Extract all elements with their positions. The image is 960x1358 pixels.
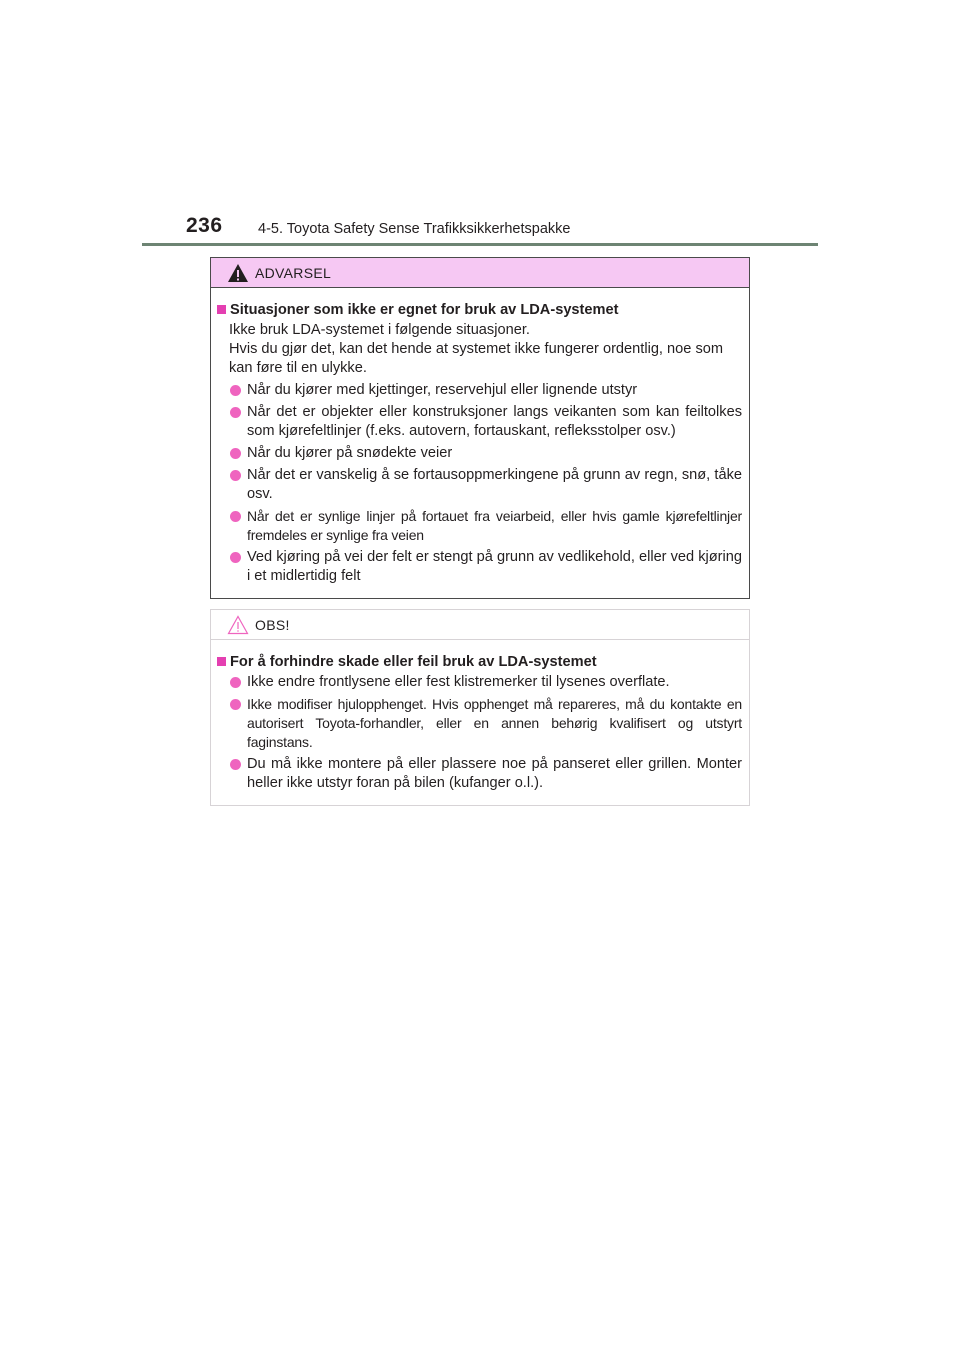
warning-list-item [217,507,742,545]
round-bullet-icon [230,448,241,459]
caution-subheading [217,653,742,672]
warning-item-text: Når du kjører med kjettinger, reservehjul eller lignende utstyr [247,382,638,398]
warning-box-header [211,258,749,288]
warning-intro-line-2: Hvis du gjør det, kan det hende at systemet ikke fungerer ordentlig, noe som kan føre til en ulykke. [229,341,724,376]
warning-triangle-icon [227,263,249,283]
warning-list-item [217,403,742,441]
warning-item-text: Når du kjører på snødekte veier [247,445,453,461]
round-bullet-icon [230,759,241,770]
warning-list-item [217,444,742,463]
caution-label: OBS! [255,617,290,633]
square-bullet-icon [217,657,226,666]
caution-triangle-icon [227,615,249,635]
warning-box [210,257,750,599]
section-title: 4-5. Toyota Safety Sense Trafikksikkerhetspakke [258,221,571,237]
warning-list-item [217,548,742,586]
caution-list-item [217,755,742,793]
warning-subheading-text: Situasjoner som ikke er egnet for bruk av LDA-systemet [230,302,619,318]
round-bullet-icon [230,385,241,396]
caution-item-text: Ikke modifiser hjulopphenget. Hvis opphenget må repareres, må du kontakte en autorisert Toyota-forhandler, eller en annen behørig kvalifisert og utstyrt faginstans. [247,696,742,750]
warning-item-text: Når det er objekter eller konstruksjoner langs veikanten som kan feiltolkes som kjørefeltlinjer (f.eks. autovern, fortauskant, refleksstolper osv.) [247,404,742,439]
page-number: 236 [186,214,223,237]
warning-subheading [217,301,742,320]
warning-item-text: Når det er synlige linjer på fortauet fra veiarbeid, eller hvis gamle kjørefeltlinjer fremdeles er synlige fra veien [247,508,742,543]
caution-box-header [211,610,749,640]
round-bullet-icon [230,470,241,481]
warning-item-text: Når det er vanskelig å se fortausoppmerkingene på grunn av regn, snø, tåke osv. [247,467,742,502]
round-bullet-icon [230,699,241,710]
round-bullet-icon [230,407,241,418]
page-header [0,0,960,250]
warning-item-text: Ved kjøring på vei der felt er stengt på grunn av vedlikehold, eller ved kjøring i et midlertidig felt [247,549,742,584]
caution-item-text: Du må ikke montere på eller plassere noe på panseret eller grillen. Monter heller ikke utstyr foran på bilen (kufanger o.l.). [247,756,742,791]
caution-box-body [211,640,749,793]
caution-box [210,609,750,806]
warning-list-item [217,466,742,504]
warning-intro-line-1: Ikke bruk LDA-systemet i følgende situasjoner. [229,322,530,338]
round-bullet-icon [230,511,241,522]
caution-list-item [217,695,742,752]
square-bullet-icon [217,305,226,314]
warning-label: ADVARSEL [255,265,332,281]
caution-item-text: Ikke endre frontlysene eller fest klistremerker til lysenes overflate. [247,674,670,690]
caution-list-item [217,673,742,692]
header-rule [142,243,818,246]
warning-box-body [211,288,749,586]
caution-subheading-text: For å forhindre skade eller feil bruk av LDA-systemet [230,654,597,670]
round-bullet-icon [230,677,241,688]
round-bullet-icon [230,552,241,563]
warning-list-item [217,381,742,400]
